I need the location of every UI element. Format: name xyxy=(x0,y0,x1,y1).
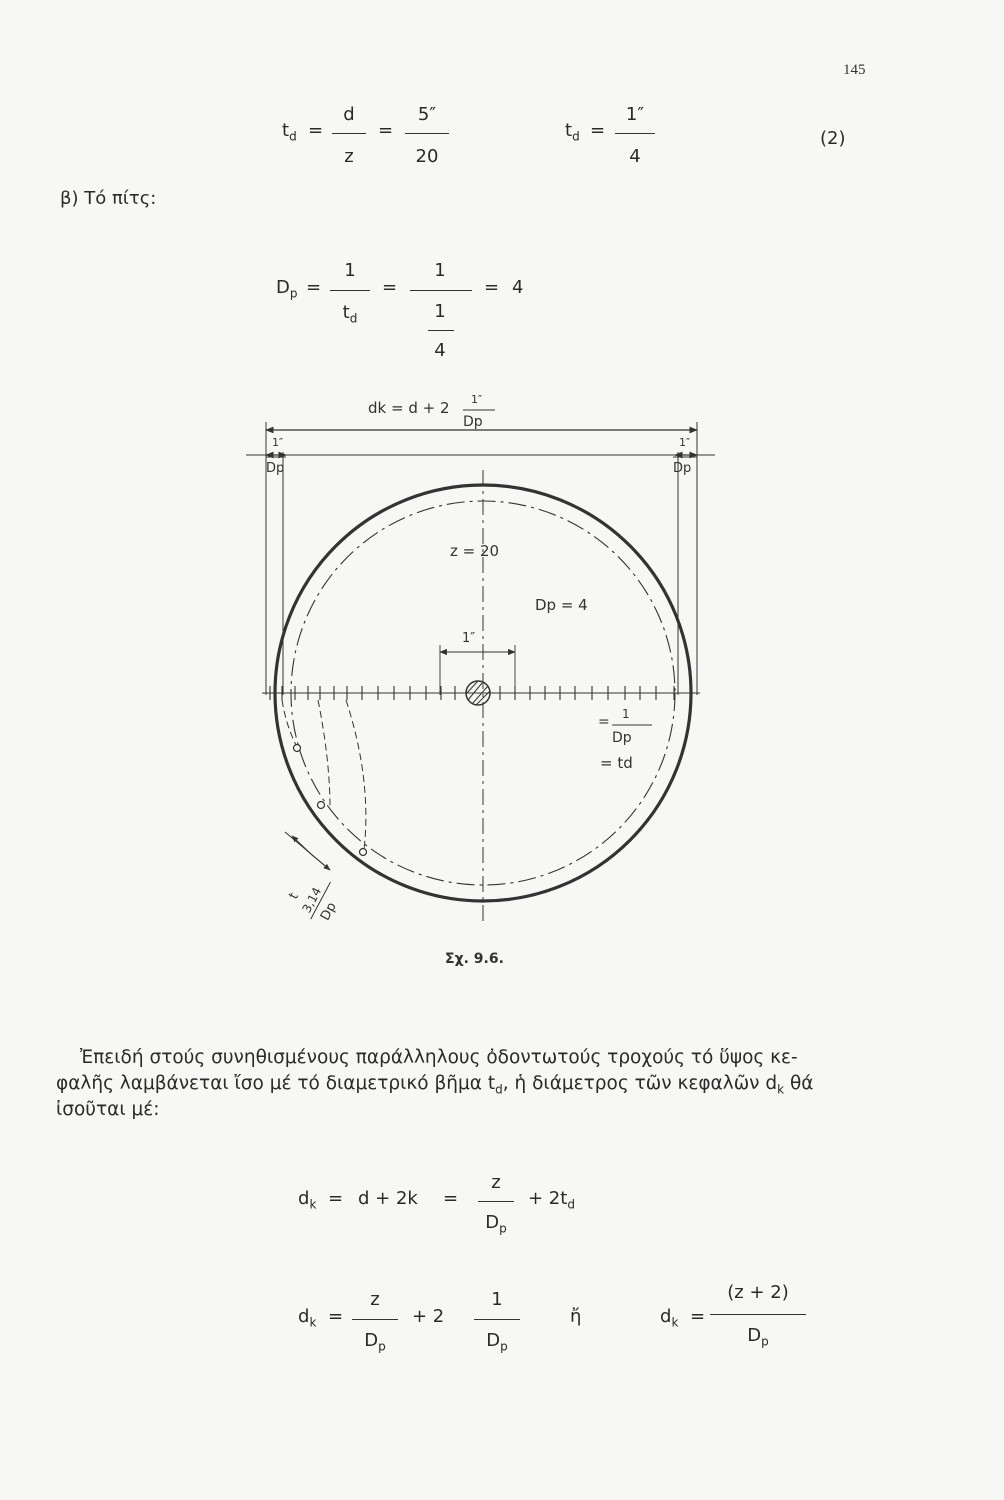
numerator: (z + 2) xyxy=(727,1282,789,1303)
left-frac-num: 1″ xyxy=(272,436,284,449)
denominator: 4 xyxy=(434,340,446,361)
symbol-D: D xyxy=(486,1330,501,1351)
left-frac-den: Dp xyxy=(266,461,285,476)
subscript-p: p xyxy=(499,1221,507,1236)
dk-frac-den: Dp xyxy=(463,414,483,430)
equals-sign: = xyxy=(443,1188,459,1209)
subscript-d: d xyxy=(289,129,297,144)
figure-caption: Σχ. 9.6. xyxy=(445,951,504,967)
subscript-k: k xyxy=(309,1197,317,1212)
plus-term: + 2t xyxy=(528,1188,568,1209)
pitch-den: Dp xyxy=(612,730,632,746)
paragraph-line-3: ἰσοῦται μέ: xyxy=(56,1099,160,1120)
equals-sign: = xyxy=(484,277,500,298)
dk-frac-num: 1″ xyxy=(471,393,483,406)
inch-label: 1″ xyxy=(462,631,476,646)
expression: d + 2k xyxy=(358,1188,418,1209)
symbol-d: d xyxy=(298,1306,310,1327)
symbol-D: D xyxy=(485,1212,500,1233)
symbol-d: d xyxy=(298,1188,310,1209)
numerator: 5″ xyxy=(417,104,437,125)
page-number: 145 xyxy=(843,62,866,78)
subscript-d: d xyxy=(572,129,580,144)
subscript-p: p xyxy=(378,1339,386,1354)
denominator: 4 xyxy=(629,146,641,167)
fraction-bar xyxy=(352,1319,398,1320)
subscript-k: k xyxy=(309,1315,317,1330)
symbol-D: D xyxy=(747,1325,762,1346)
equals-sign: = xyxy=(378,120,394,141)
or-word: ἤ xyxy=(570,1306,582,1327)
equals-sign: = xyxy=(308,120,324,141)
subscript-p: p xyxy=(761,1334,769,1349)
fraction-bar xyxy=(710,1314,806,1315)
numerator: d xyxy=(343,104,355,125)
paragraph-line-2: φαλῆς λαμβάνεται ἴσο μέ τό διαμετρικό βῆμα $t_d$, ἡ διάμετρος τῶν κεφαλῶν $d_k$ θά xyxy=(56,1073,814,1097)
symbol-D: D xyxy=(364,1330,379,1351)
equation-label: (2) xyxy=(820,128,846,149)
ratio-den: Dp xyxy=(317,900,340,924)
td-label: = td xyxy=(600,754,633,772)
right-frac-num: 1″ xyxy=(679,436,691,449)
section-heading: β) Τό πίτς: xyxy=(60,188,157,209)
subscript-k: k xyxy=(671,1315,679,1330)
ratio-label xyxy=(282,867,349,929)
right-frac-den: Dp xyxy=(673,461,692,476)
paragraph-line-1: Ἐπειδή στούς συνηθισμένους παράλληλους ὀδοντωτούς τροχούς τό ὕψος κε- xyxy=(80,1047,798,1068)
t-label: t xyxy=(286,890,302,902)
plus-term: + 2 xyxy=(412,1306,445,1327)
equals-sign: = xyxy=(382,277,398,298)
symbol-d: d xyxy=(660,1306,672,1327)
symbol-t: t xyxy=(282,120,290,141)
equals-sign: = xyxy=(306,277,322,298)
ratio-num: 3,14 xyxy=(299,884,325,916)
numerator: 1 xyxy=(491,1289,503,1310)
numerator: 1″ xyxy=(625,104,645,125)
subscript-d: d xyxy=(349,311,358,326)
dk-label: dk = d + 2 xyxy=(368,399,450,417)
equals-sign: = xyxy=(328,1188,344,1209)
equals-sign: = xyxy=(690,1306,706,1327)
subscript-p: p xyxy=(289,286,298,301)
denominator: z xyxy=(344,146,354,167)
z-label: z = 20 xyxy=(450,542,500,560)
equals-sign: = xyxy=(328,1306,344,1327)
pitch-num: 1 xyxy=(622,707,630,721)
equals-sign: = xyxy=(590,120,606,141)
numerator: 1 xyxy=(344,260,356,281)
symbol-t: t xyxy=(342,302,350,323)
denominator: 20 xyxy=(415,146,439,167)
result-value: 4 xyxy=(512,277,524,298)
numerator: 1 xyxy=(434,260,446,281)
subscript-d: d xyxy=(567,1197,575,1212)
symbol-t: t xyxy=(565,120,573,141)
fraction-bar xyxy=(478,1201,514,1202)
numerator: 1 xyxy=(434,301,446,322)
numerator: z xyxy=(491,1172,501,1193)
fraction-bar xyxy=(474,1319,520,1320)
dp-label: Dp = 4 xyxy=(535,596,588,614)
numerator: z xyxy=(370,1289,380,1310)
symbol-D: D xyxy=(276,277,290,298)
pitch-equals: = xyxy=(598,714,610,730)
subscript-p: p xyxy=(500,1339,508,1354)
